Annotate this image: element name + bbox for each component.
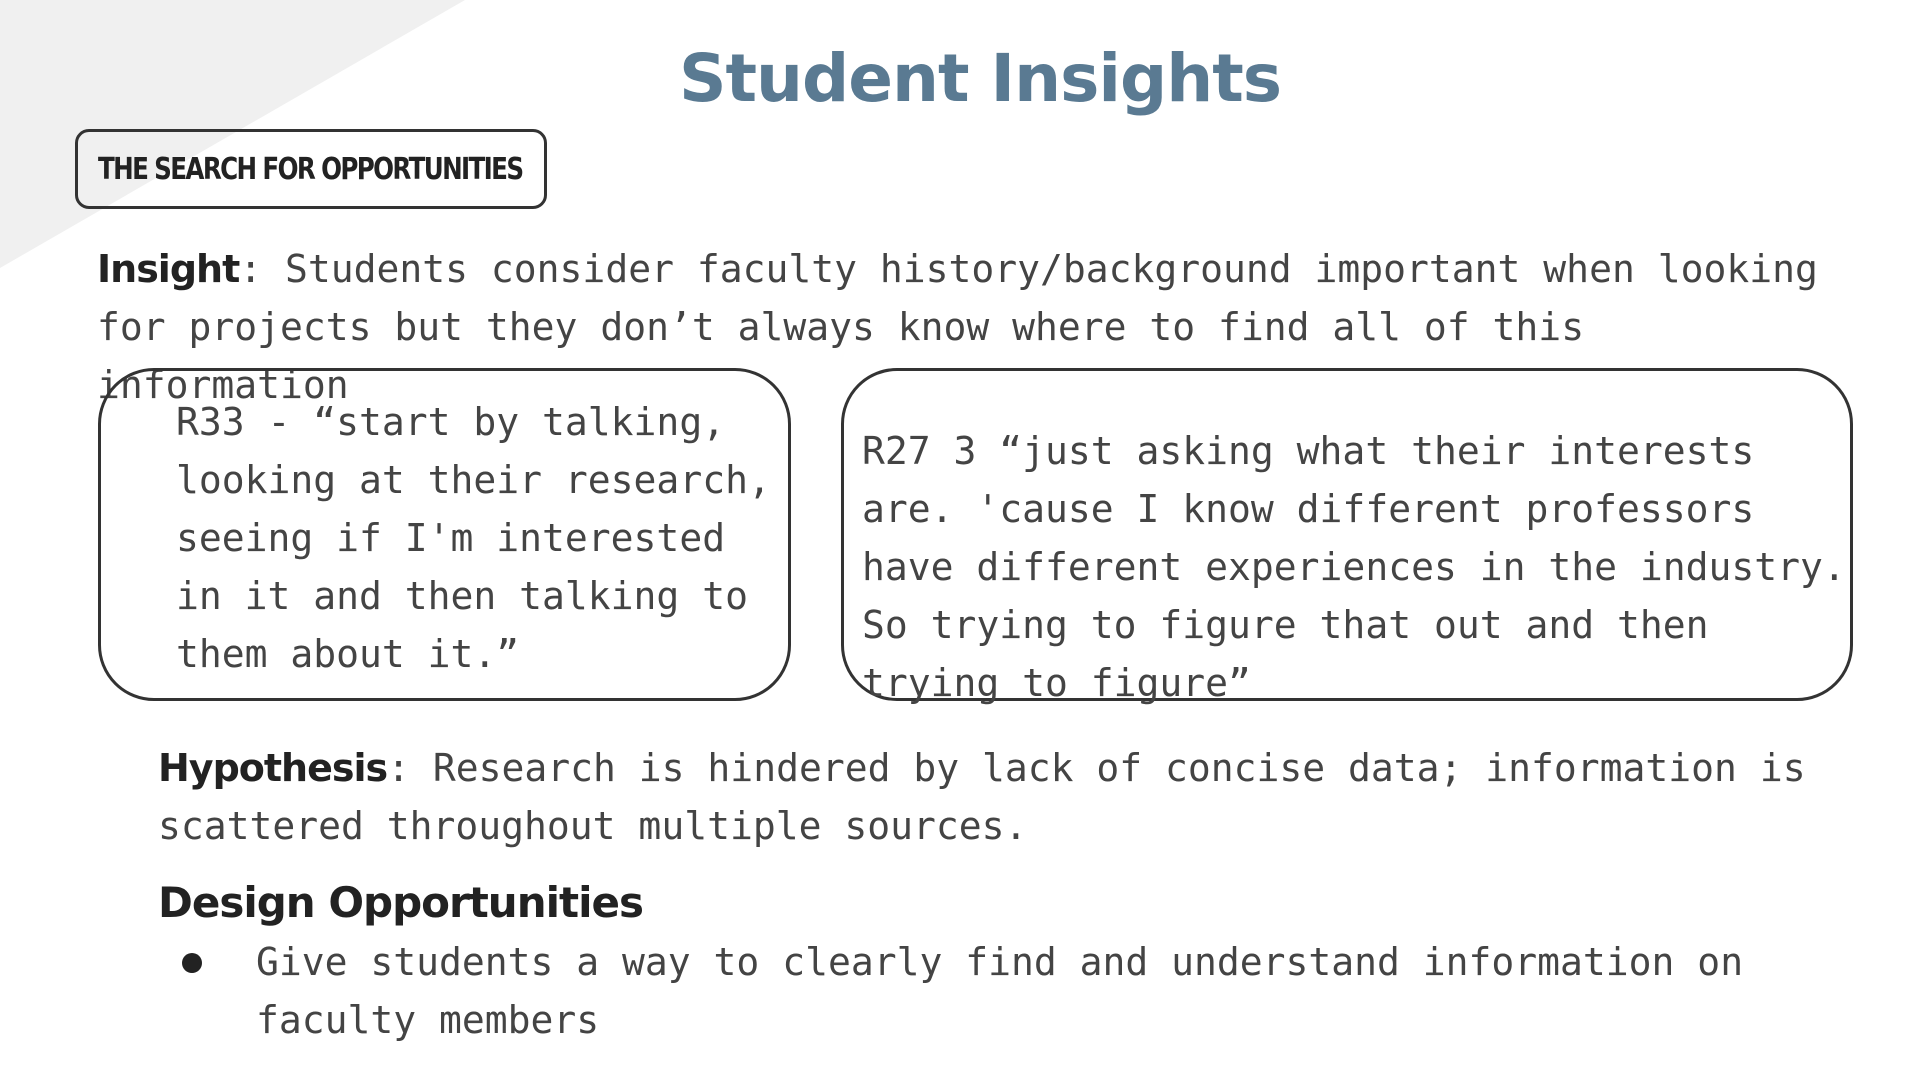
bullet-icon <box>182 953 202 973</box>
insight-text: : Students consider faculty history/background important when looking for projects but they don’t always know where to find all of this information <box>97 247 1818 407</box>
section-tag <box>75 129 547 209</box>
hypothesis-paragraph <box>158 739 1838 855</box>
design-opportunities-list <box>172 933 1852 1049</box>
quote-box-r27 <box>841 368 1853 705</box>
hypothesis-label: Hypothesis <box>158 746 388 790</box>
slide-title: Student Insights <box>678 40 1282 117</box>
design-opportunities-heading: Design Opportunities <box>158 878 643 927</box>
quote-text-r27: R27 3 “just asking what their interests are. 'cause I know different professors have different experiences in the industry. So trying to figure that out and then trying to figure” <box>862 429 1846 705</box>
list-item-text: Give students a way to clearly find and understand information on faculty members <box>256 940 1744 1042</box>
list-item <box>172 933 1852 1049</box>
quote-text-r33: R33 - “start by talking, looking at their research, seeing if I'm interested in it and then talking to them about it.” <box>176 400 771 676</box>
hypothesis-text: : Research is hindered by lack of concise data; information is scattered throughout multiple sources. <box>158 746 1806 848</box>
section-tag-label: THE SEARCH FOR OPPORTUNITIES <box>98 151 523 187</box>
insight-label: Insight <box>97 247 240 291</box>
quote-box-r33 <box>98 368 791 701</box>
